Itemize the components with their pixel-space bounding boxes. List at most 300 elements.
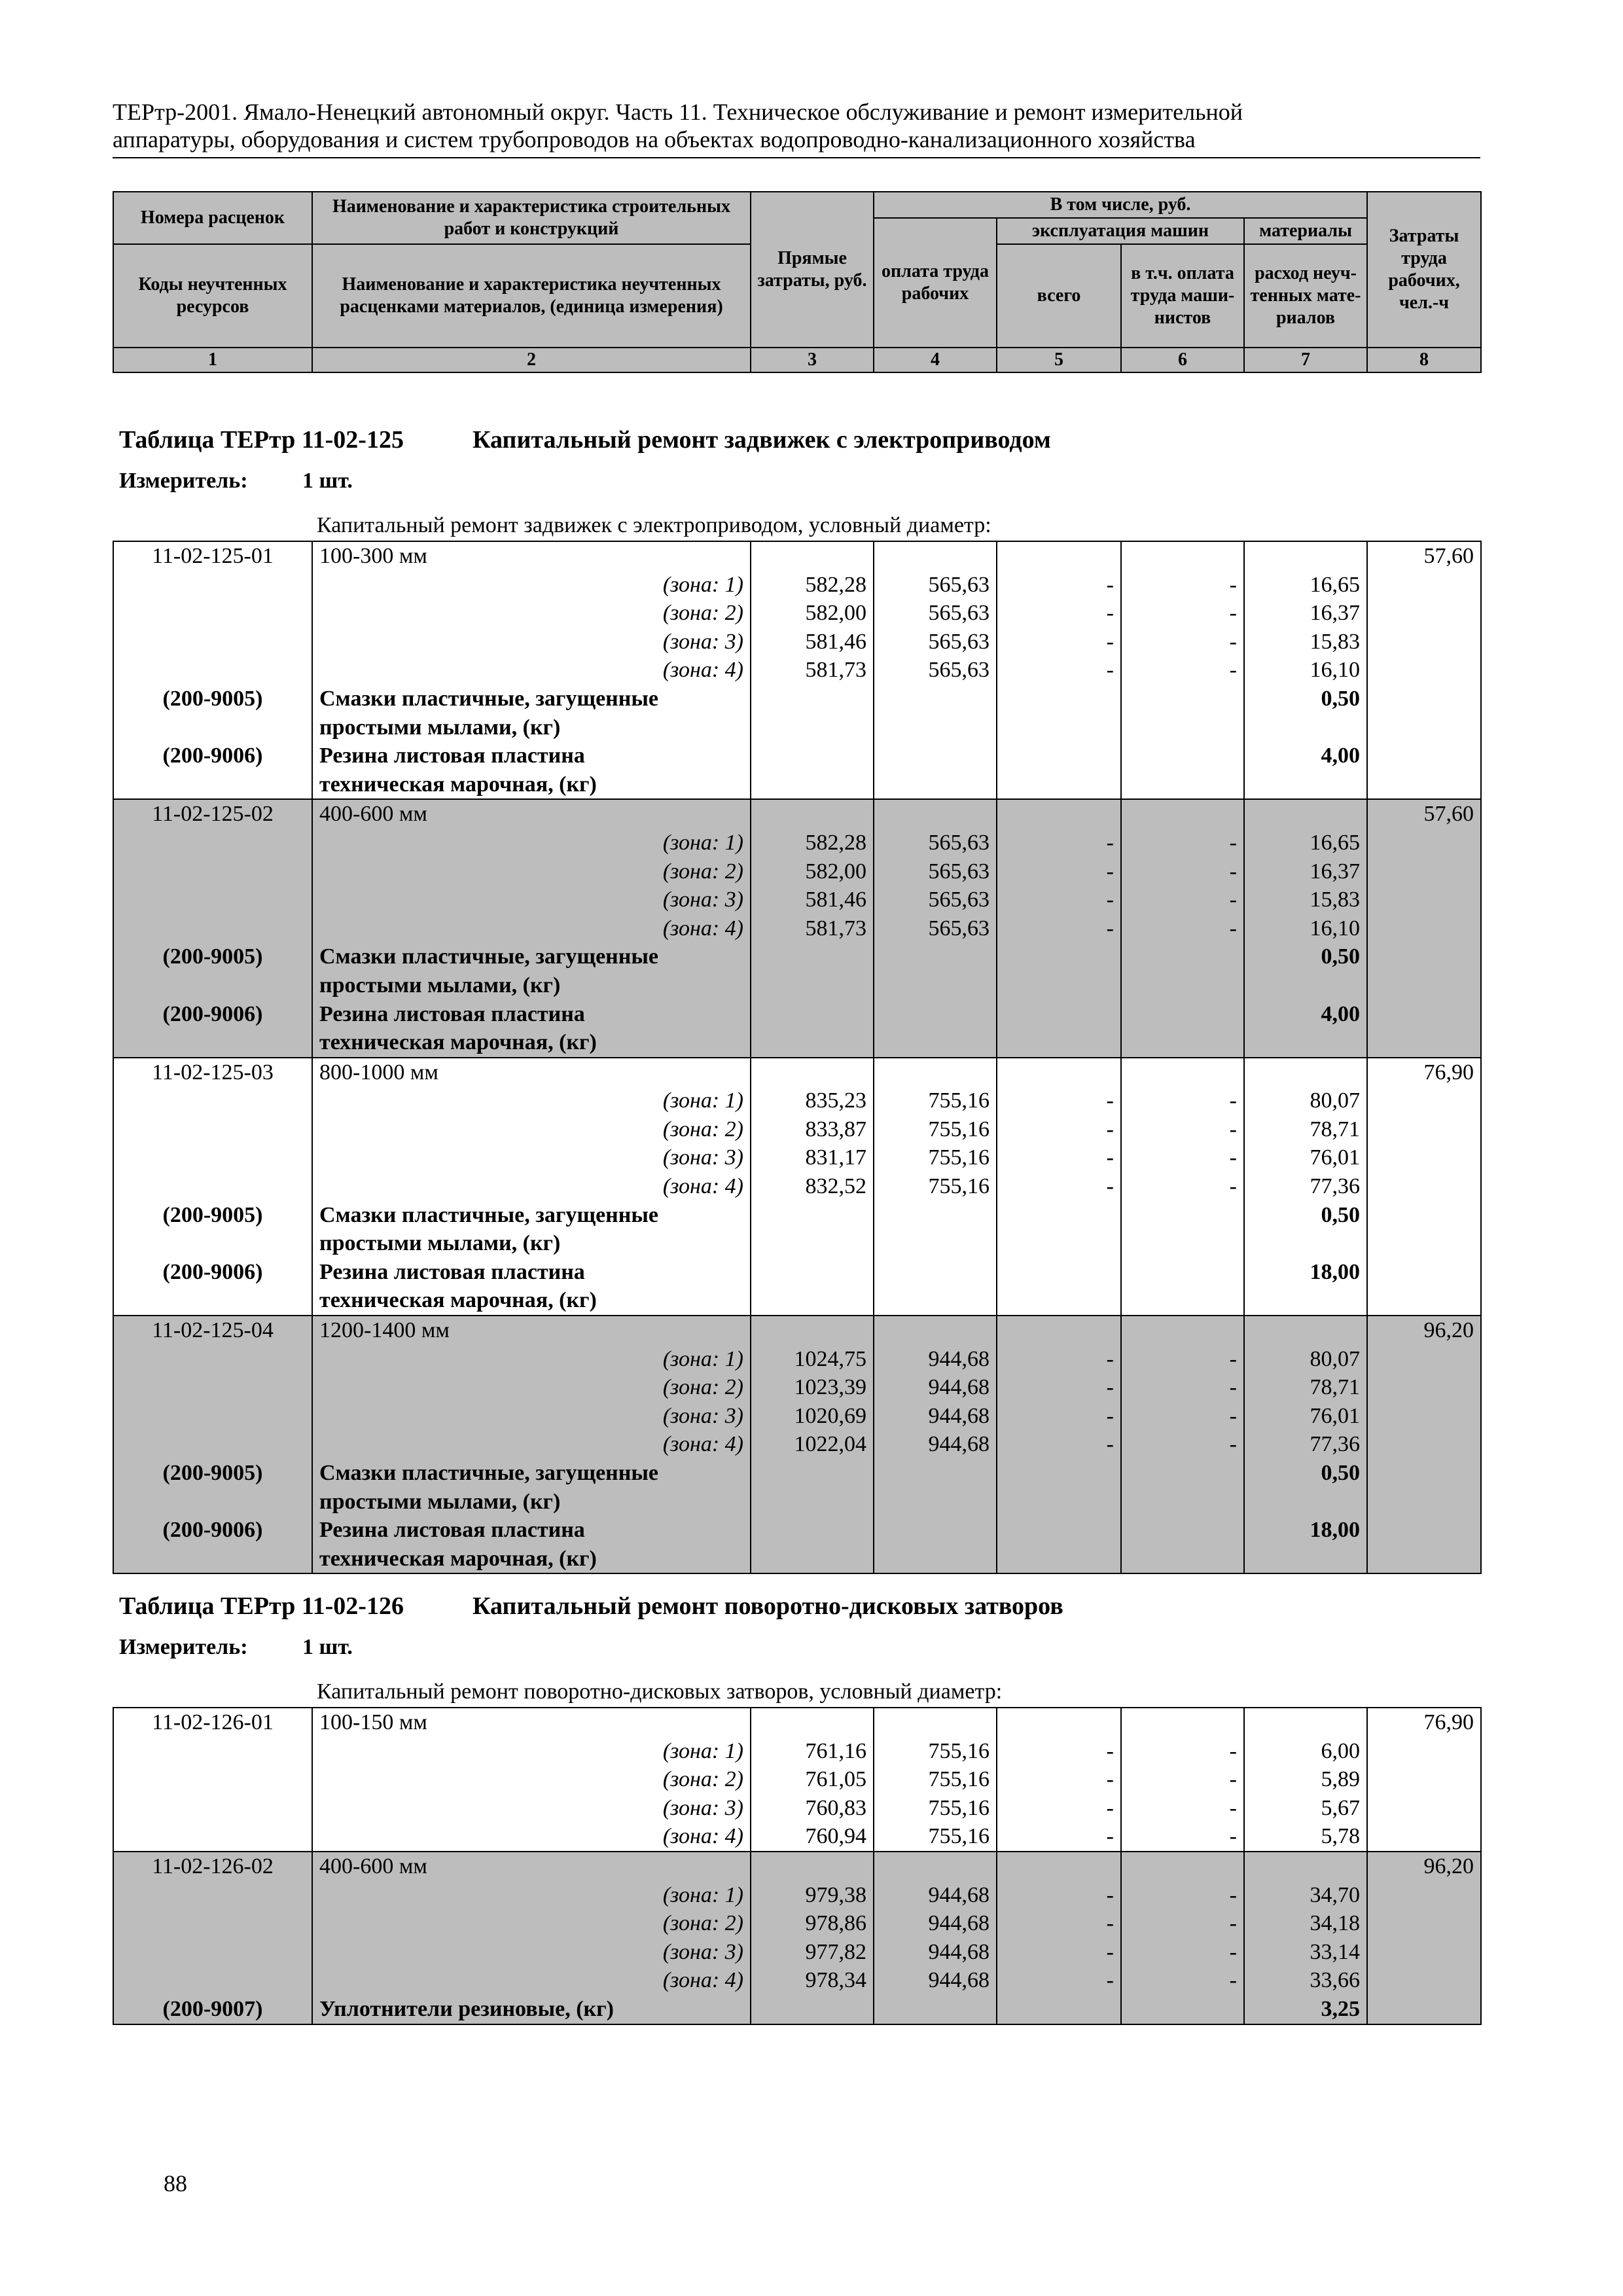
header-unaccounted-materials: расход неуч-тенных мате-риалов (1244, 244, 1367, 348)
empty-cell (1121, 1459, 1244, 1488)
rate-code: 11-02-125-03 (113, 1058, 312, 1087)
empty-cell (1367, 857, 1481, 886)
machinist-pay: - (1121, 599, 1244, 628)
zone-label: (зона: 1) (312, 1737, 751, 1766)
resource-row (113, 942, 1481, 971)
machinist-pay: - (1121, 914, 1244, 943)
empty-cell (1367, 599, 1481, 628)
empty-cell (997, 770, 1121, 800)
direct-cost: 1024,75 (751, 1345, 874, 1374)
machinist-pay: - (1121, 1430, 1244, 1459)
empty-cell (997, 1000, 1121, 1029)
empty-cell (1121, 1516, 1244, 1545)
empty-cell (113, 1373, 312, 1402)
zone-label: (зона: 1) (312, 1345, 751, 1374)
materials-cost: 33,66 (1244, 1966, 1367, 1995)
empty-cell (997, 942, 1121, 971)
page-header (113, 98, 1480, 153)
empty-cell (751, 1316, 874, 1345)
column-number: 2 (312, 348, 751, 372)
empty-cell (1367, 914, 1481, 943)
table-title (119, 1592, 1063, 1621)
empty-cell (1121, 1286, 1244, 1316)
zone-label: (зона: 4) (312, 914, 751, 943)
machinist-pay: - (1121, 1737, 1244, 1766)
empty-cell (113, 1402, 312, 1431)
empty-cell (1367, 1028, 1481, 1058)
empty-cell (1367, 1201, 1481, 1230)
empty-cell (874, 1201, 997, 1230)
machinist-pay: - (1121, 1172, 1244, 1201)
resource-name: Резина листовая пластина (312, 1258, 751, 1287)
empty-cell (997, 1316, 1121, 1345)
worker-pay: 944,68 (874, 1966, 997, 1995)
direct-cost: 761,16 (751, 1737, 874, 1766)
empty-cell (113, 857, 312, 886)
resource-name-continued: простыми мылами, (кг) (312, 1229, 751, 1258)
zone-label: (зона: 1) (312, 1881, 751, 1910)
zone-label: (зона: 1) (312, 829, 751, 857)
empty-cell (874, 1545, 997, 1574)
empty-cell (874, 942, 997, 971)
direct-cost: 977,82 (751, 1938, 874, 1967)
zone-row (113, 1822, 1481, 1852)
header-resource-name: Наименование и характеристика неучтенных расценками материалов, (единица измерения) (312, 244, 751, 348)
labor-cost: 96,20 (1367, 1316, 1481, 1345)
measurer (119, 1634, 353, 1660)
rate-code: 11-02-125-02 (113, 799, 312, 829)
worker-pay: 755,16 (874, 1115, 997, 1144)
header-total: всего (997, 244, 1121, 348)
empty-cell (1121, 713, 1244, 742)
header-resource-codes: Коды неучтенных ресурсов (113, 244, 312, 348)
zone-row (113, 1345, 1481, 1374)
worker-pay: 565,63 (874, 886, 997, 914)
empty-cell (874, 971, 997, 1000)
zone-row (113, 571, 1481, 600)
column-number: 3 (751, 348, 874, 372)
empty-cell (1121, 942, 1244, 971)
empty-cell (113, 1938, 312, 1967)
worker-pay: 755,16 (874, 1737, 997, 1766)
worker-pay: 755,16 (874, 1143, 997, 1172)
direct-cost: 582,00 (751, 599, 874, 628)
empty-cell (113, 1345, 312, 1374)
measurer-label: Измеритель: (119, 1635, 248, 1659)
machine-total: - (997, 599, 1121, 628)
direct-cost: 1022,04 (751, 1430, 874, 1459)
materials-cost: 5,89 (1244, 1765, 1367, 1794)
empty-cell (997, 1229, 1121, 1258)
header-labor-costs: Затраты труда рабочих, чел.-ч (1367, 192, 1481, 348)
empty-cell (997, 1258, 1121, 1287)
materials-cost: 33,14 (1244, 1938, 1367, 1967)
empty-cell (997, 742, 1121, 770)
empty-cell (1121, 1852, 1244, 1881)
empty-cell (751, 1258, 874, 1287)
empty-cell (1244, 541, 1367, 571)
table-title (119, 425, 1051, 454)
header-line-1: ТЕРтр-2001. Ямало-Ненецкий автономный округ. Часть 11. Техническое обслуживание и ремонт измерительной (113, 99, 1243, 125)
empty-cell (874, 685, 997, 713)
machinist-pay: - (1121, 1402, 1244, 1431)
zone-label: (зона: 3) (312, 1143, 751, 1172)
zone-row (113, 1966, 1481, 1995)
empty-cell (874, 799, 997, 829)
empty-cell (1367, 1000, 1481, 1029)
empty-cell (113, 886, 312, 914)
resource-name-continued: техническая марочная, (кг) (312, 1545, 751, 1574)
empty-cell (1244, 1286, 1367, 1316)
materials-cost: 16,65 (1244, 571, 1367, 600)
empty-cell (997, 1995, 1121, 2024)
rate-code: 11-02-125-04 (113, 1316, 312, 1345)
empty-cell (1367, 1909, 1481, 1938)
zone-label: (зона: 2) (312, 1373, 751, 1402)
table-caption: Капитальный ремонт задвижек с электроприводом, условный диаметр: (317, 513, 991, 537)
empty-cell (113, 829, 312, 857)
empty-cell (997, 1058, 1121, 1087)
empty-cell (751, 541, 874, 571)
direct-cost: 760,94 (751, 1822, 874, 1852)
empty-cell (1244, 770, 1367, 800)
empty-cell (874, 1286, 997, 1316)
empty-cell (874, 1488, 997, 1516)
empty-cell (1367, 1402, 1481, 1431)
empty-cell (751, 1852, 874, 1881)
empty-cell (113, 1286, 312, 1316)
labor-cost: 96,20 (1367, 1852, 1481, 1881)
machine-total: - (997, 1373, 1121, 1402)
materials-cost: 6,00 (1244, 1737, 1367, 1766)
rate-name: 1200-1400 мм (312, 1316, 751, 1345)
zone-row (113, 1909, 1481, 1938)
machine-total: - (997, 1143, 1121, 1172)
zone-label: (зона: 1) (312, 571, 751, 600)
column-header-table (113, 191, 1482, 373)
zone-label: (зона: 4) (312, 1430, 751, 1459)
empty-cell (113, 770, 312, 800)
empty-cell (751, 1028, 874, 1058)
materials-cost: 76,01 (1244, 1143, 1367, 1172)
zone-label: (зона: 3) (312, 1794, 751, 1823)
labor-cost: 57,60 (1367, 799, 1481, 829)
labor-cost: 76,90 (1367, 1708, 1481, 1737)
resource-code: (200-9006) (113, 1000, 312, 1029)
resource-name-continued: простыми мылами, (кг) (312, 971, 751, 1000)
worker-pay: 565,63 (874, 914, 997, 943)
empty-cell (1367, 1373, 1481, 1402)
rate-code: 11-02-125-01 (113, 541, 312, 571)
resource-row (113, 1459, 1481, 1488)
machine-total: - (997, 1402, 1121, 1431)
empty-cell (1121, 1488, 1244, 1516)
resource-row (113, 1000, 1481, 1029)
resource-code: (200-9005) (113, 685, 312, 713)
empty-cell (1367, 1488, 1481, 1516)
worker-pay: 565,63 (874, 829, 997, 857)
empty-cell (113, 914, 312, 943)
worker-pay: 755,16 (874, 1794, 997, 1823)
zone-row (113, 1938, 1481, 1967)
empty-cell (997, 1459, 1121, 1488)
empty-cell (113, 1737, 312, 1766)
empty-cell (1367, 1143, 1481, 1172)
machinist-pay: - (1121, 1966, 1244, 1995)
zone-label: (зона: 2) (312, 857, 751, 886)
empty-cell (874, 1000, 997, 1029)
empty-cell (113, 1488, 312, 1516)
resource-row (113, 1516, 1481, 1545)
zone-label: (зона: 2) (312, 1765, 751, 1794)
resource-row-continued (113, 1028, 1481, 1058)
materials-cost: 15,83 (1244, 628, 1367, 656)
table-title-code: Таблица ТЕРтр 11-02-125 (119, 426, 404, 454)
resource-quantity: 18,00 (1244, 1258, 1367, 1287)
resource-code: (200-9006) (113, 1258, 312, 1287)
empty-cell (1367, 1286, 1481, 1316)
header-machinist-pay: в т.ч. оплата труда маши-нистов (1121, 244, 1244, 348)
empty-cell (751, 713, 874, 742)
resource-code: (200-9005) (113, 1459, 312, 1488)
materials-cost: 16,10 (1244, 656, 1367, 685)
empty-cell (1367, 571, 1481, 600)
empty-cell (1244, 1708, 1367, 1737)
direct-cost: 979,38 (751, 1881, 874, 1910)
empty-cell (751, 942, 874, 971)
empty-cell (751, 770, 874, 800)
direct-cost: 978,86 (751, 1909, 874, 1938)
empty-cell (751, 1459, 874, 1488)
direct-cost: 581,46 (751, 628, 874, 656)
empty-cell (113, 1172, 312, 1201)
worker-pay: 755,16 (874, 1822, 997, 1852)
empty-cell (1367, 1794, 1481, 1823)
zone-row (113, 1794, 1481, 1823)
direct-cost: 761,05 (751, 1765, 874, 1794)
zone-row (113, 1430, 1481, 1459)
direct-cost: 835,23 (751, 1086, 874, 1115)
empty-cell (1121, 971, 1244, 1000)
empty-cell (874, 1058, 997, 1087)
machinist-pay: - (1121, 1345, 1244, 1374)
resource-name-continued: простыми мылами, (кг) (312, 1488, 751, 1516)
direct-cost: 760,83 (751, 1794, 874, 1823)
empty-cell (1244, 1028, 1367, 1058)
empty-cell (751, 1995, 874, 2024)
zone-row (113, 1881, 1481, 1910)
empty-cell (751, 1000, 874, 1029)
materials-cost: 80,07 (1244, 1345, 1367, 1374)
empty-cell (1121, 1316, 1244, 1345)
empty-cell (874, 742, 997, 770)
empty-cell (113, 1909, 312, 1938)
empty-cell (1367, 1172, 1481, 1201)
machine-total: - (997, 1822, 1121, 1852)
rate-code: 11-02-126-02 (113, 1852, 312, 1881)
direct-cost: 833,87 (751, 1115, 874, 1144)
zone-row (113, 656, 1481, 685)
column-number: 4 (874, 348, 997, 372)
resource-quantity: 18,00 (1244, 1516, 1367, 1545)
machinist-pay: - (1121, 1909, 1244, 1938)
empty-cell (1367, 628, 1481, 656)
resource-row (113, 742, 1481, 770)
resource-code: (200-9006) (113, 742, 312, 770)
rate-name: 400-600 мм (312, 1852, 751, 1881)
materials-cost: 16,65 (1244, 829, 1367, 857)
resource-code: (200-9006) (113, 1516, 312, 1545)
direct-cost: 581,73 (751, 914, 874, 943)
empty-cell (1367, 1881, 1481, 1910)
resource-name: Резина листовая пластина (312, 1516, 751, 1545)
resource-quantity: 4,00 (1244, 1000, 1367, 1029)
direct-cost: 582,00 (751, 857, 874, 886)
empty-cell (874, 1459, 997, 1488)
zone-row (113, 1115, 1481, 1144)
empty-cell (1367, 1258, 1481, 1287)
empty-cell (113, 1545, 312, 1574)
resource-quantity: 0,50 (1244, 942, 1367, 971)
empty-cell (1244, 1852, 1367, 1881)
empty-cell (751, 1488, 874, 1516)
empty-cell (874, 1028, 997, 1058)
direct-cost: 581,46 (751, 886, 874, 914)
empty-cell (874, 541, 997, 571)
column-number: 7 (1244, 348, 1367, 372)
empty-cell (751, 1545, 874, 1574)
machinist-pay: - (1121, 857, 1244, 886)
resource-row (113, 1258, 1481, 1287)
empty-cell (113, 1430, 312, 1459)
empty-cell (1121, 770, 1244, 800)
empty-cell (113, 971, 312, 1000)
column-number: 6 (1121, 348, 1244, 372)
empty-cell (113, 1028, 312, 1058)
machine-total: - (997, 1086, 1121, 1115)
worker-pay: 565,63 (874, 599, 997, 628)
machine-total: - (997, 857, 1121, 886)
empty-cell (1367, 1737, 1481, 1766)
machinist-pay: - (1121, 1765, 1244, 1794)
header-materials: материалы (1244, 218, 1367, 244)
empty-cell (1367, 1345, 1481, 1374)
column-number: 8 (1367, 348, 1481, 372)
resource-row (113, 685, 1481, 713)
empty-cell (1244, 1545, 1367, 1574)
empty-cell (1121, 1058, 1244, 1087)
empty-cell (1244, 1488, 1367, 1516)
column-number: 5 (997, 348, 1121, 372)
materials-cost: 77,36 (1244, 1172, 1367, 1201)
empty-cell (874, 1708, 997, 1737)
materials-cost: 16,37 (1244, 857, 1367, 886)
table-title-name: Капитальный ремонт задвижек с электроприводом (473, 426, 1051, 454)
zone-row (113, 599, 1481, 628)
worker-pay: 944,68 (874, 1402, 997, 1431)
empty-cell (1244, 971, 1367, 1000)
empty-cell (113, 713, 312, 742)
page-number: 88 (164, 2170, 187, 2197)
resource-name-continued: простыми мылами, (кг) (312, 713, 751, 742)
empty-cell (751, 799, 874, 829)
empty-cell (874, 1852, 997, 1881)
resource-row-continued (113, 1488, 1481, 1516)
machine-total: - (997, 1172, 1121, 1201)
machine-total: - (997, 914, 1121, 943)
worker-pay: 944,68 (874, 1430, 997, 1459)
zone-row (113, 857, 1481, 886)
direct-cost: 582,28 (751, 829, 874, 857)
rate-name: 100-150 мм (312, 1708, 751, 1737)
header-line-2: аппаратуры, оборудования и систем трубопроводов на объектах водопроводно-канализационного хозяйства (113, 126, 1196, 152)
resource-name-continued: техническая марочная, (кг) (312, 1286, 751, 1316)
zone-label: (зона: 4) (312, 1172, 751, 1201)
rate-row (113, 799, 1481, 829)
header-work-name: Наименование и характеристика строительных работ и конструкций (312, 192, 751, 244)
resource-name: Резина листовая пластина (312, 1000, 751, 1029)
rate-row (113, 1058, 1481, 1087)
measurer-value: 1 шт. (302, 469, 353, 493)
empty-cell (874, 713, 997, 742)
worker-pay: 565,63 (874, 628, 997, 656)
empty-cell (997, 541, 1121, 571)
machine-total: - (997, 1430, 1121, 1459)
zone-label: (зона: 3) (312, 1402, 751, 1431)
direct-cost: 1020,69 (751, 1402, 874, 1431)
worker-pay: 565,63 (874, 656, 997, 685)
empty-cell (113, 599, 312, 628)
labor-cost: 76,90 (1367, 1058, 1481, 1087)
worker-pay: 755,16 (874, 1086, 997, 1115)
resource-name: Смазки пластичные, загущенные (312, 1201, 751, 1230)
empty-cell (751, 742, 874, 770)
empty-cell (997, 1201, 1121, 1230)
measurer (119, 468, 353, 494)
worker-pay: 755,16 (874, 1172, 997, 1201)
header-rule (113, 157, 1480, 158)
worker-pay: 944,68 (874, 1938, 997, 1967)
worker-pay: 565,63 (874, 857, 997, 886)
worker-pay: 944,68 (874, 1345, 997, 1374)
zone-row (113, 1086, 1481, 1115)
materials-cost: 5,67 (1244, 1794, 1367, 1823)
empty-cell (751, 1286, 874, 1316)
resource-name-continued: техническая марочная, (кг) (312, 770, 751, 800)
machinist-pay: - (1121, 829, 1244, 857)
empty-cell (113, 1765, 312, 1794)
empty-cell (1244, 713, 1367, 742)
zone-label: (зона: 3) (312, 628, 751, 656)
measurer-value: 1 шт. (302, 1635, 353, 1659)
resource-quantity: 0,50 (1244, 1459, 1367, 1488)
empty-cell (997, 799, 1121, 829)
empty-cell (751, 1058, 874, 1087)
zone-row (113, 914, 1481, 943)
rate-name: 400-600 мм (312, 799, 751, 829)
machinist-pay: - (1121, 1373, 1244, 1402)
materials-cost: 16,10 (1244, 914, 1367, 943)
machinist-pay: - (1121, 1086, 1244, 1115)
worker-pay: 755,16 (874, 1765, 997, 1794)
machine-total: - (997, 1881, 1121, 1910)
resource-row-continued (113, 770, 1481, 800)
zone-row (113, 1402, 1481, 1431)
machine-total: - (997, 1909, 1121, 1938)
rate-row (113, 1316, 1481, 1345)
empty-cell (1121, 1201, 1244, 1230)
empty-cell (874, 1258, 997, 1287)
